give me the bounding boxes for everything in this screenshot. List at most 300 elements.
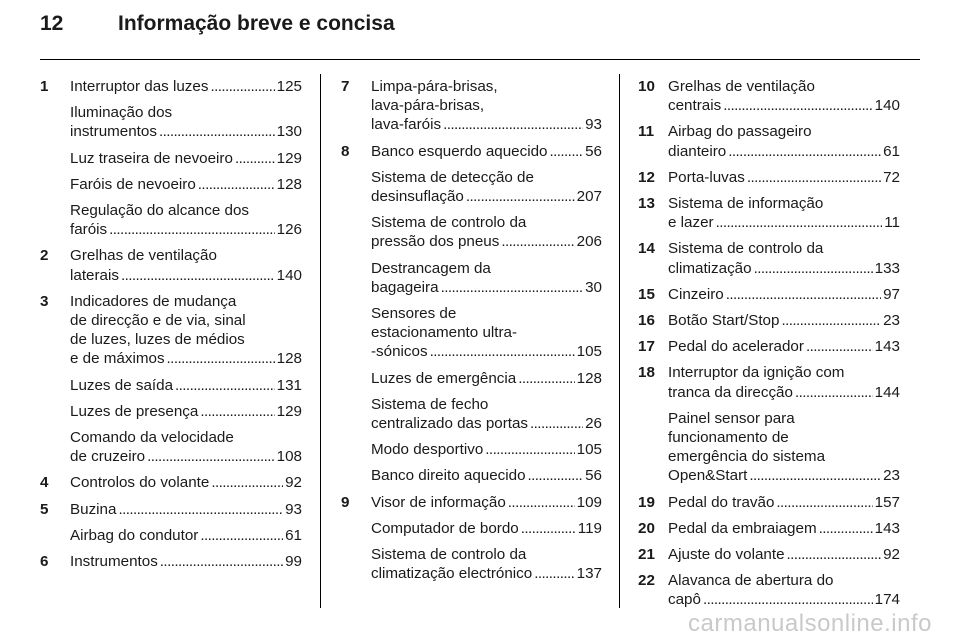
entry-last-line [70,447,302,466]
entry-text [668,239,900,277]
entry-last-line [70,349,302,368]
entry-last-line [70,175,302,194]
entry-last-line [70,266,302,285]
entry-line: de direcção e de via, sinal [70,312,246,330]
legend-entry [638,285,900,304]
entry-line: Faróis de nevoeiro [70,175,196,193]
entry-last-line [668,168,900,187]
legend-entry [40,292,302,369]
dot-leader [819,519,873,538]
entry-last-line [668,466,900,485]
entry-last-line [70,77,302,96]
entry-line: e de máximos [70,350,165,368]
entry-line: instrumentos [70,123,157,141]
legend-entry [341,168,602,206]
entry-last-line [668,590,900,609]
entry-line: bagageira [371,278,439,296]
entry-number: 21 [638,546,655,564]
dot-leader [198,175,275,194]
entry-line: Grelhas de ventilação [668,78,815,95]
legend-column-3 [638,77,900,617]
entry-text [668,311,900,330]
entry-line: Instrumentos [70,553,158,571]
page-reference: 93 [285,500,302,518]
entry-last-line [371,232,602,251]
page-reference: 128 [276,350,302,368]
entry-text [668,168,900,187]
dot-leader [806,337,873,356]
dot-leader [549,142,583,161]
page-reference: 129 [276,402,302,420]
entry-number [341,395,371,433]
dot-leader [776,493,872,512]
entry-line: Sistema de informação [668,195,824,213]
entry-text [668,122,900,160]
entry-line: Interruptor da ignição com [668,364,845,382]
entry-line: Iluminação dos [70,104,173,122]
dot-leader [501,232,574,251]
legend-entry [638,194,900,232]
entry-text [371,304,602,362]
entry-number [40,149,70,168]
page-reference: 119 [577,519,602,537]
page-reference: 143 [874,519,900,537]
page-reference: 72 [883,168,900,186]
entry-last-line [70,122,302,141]
entry-line: Comando da velocidade [70,429,234,447]
entry-line: Sistema de fecho [371,395,489,413]
dot-leader [160,552,283,571]
entry-last-line [668,311,900,330]
entry-text [70,77,302,96]
page-reference: 206 [576,233,602,251]
entry-line: dianteiro [668,142,727,160]
legend-entry [40,552,302,571]
legend-entry [638,519,900,538]
entry-text [70,473,302,492]
entry-number: 3 [40,292,49,310]
page-reference: 109 [576,493,602,511]
entry-line: Alavanca de abertura do [668,572,834,590]
dot-leader [508,493,575,512]
entry-text [70,552,302,571]
entry-text [668,571,900,609]
entry-last-line [371,369,602,388]
entry-line: Airbag do passageiro [668,123,812,141]
page-reference: 207 [576,188,602,206]
entry-line: de luzes, luzes de médios [70,331,245,349]
legend-entry [40,103,302,141]
page-reference: 23 [883,467,900,485]
entry-line: Painel sensor para [668,409,795,427]
entry-last-line [668,213,900,232]
legend-entry [341,369,602,388]
entry-text [371,545,602,583]
page-reference: 133 [874,259,900,277]
page-reference: 131 [276,376,302,394]
column-divider-left [320,74,321,608]
legend-entry [341,493,602,512]
entry-line: Ajuste do volante [668,546,785,564]
entry-text [668,545,900,564]
legend-entry [40,500,302,519]
entry-text [371,493,602,512]
entry-line: faróis [70,221,108,239]
entry-text [70,103,302,141]
dot-leader [235,149,275,168]
legend-entry [638,409,900,486]
entry-last-line [371,466,602,485]
entry-last-line [668,285,900,304]
entry-number [341,519,371,538]
entry-text [668,337,900,356]
column-divider-right [619,74,620,608]
dot-leader [466,187,575,206]
entry-line: Luzes de saída [70,376,174,394]
entry-number [341,259,371,297]
entry-number [341,369,371,388]
entry-number [341,466,371,485]
entry-last-line [371,414,602,433]
legend-entry [638,239,900,277]
entry-number [40,428,70,466]
entry-line: Luzes de emergência [371,369,517,387]
entry-number: 11 [638,123,655,141]
entry-number: 5 [40,500,49,518]
legend-entry [40,526,302,545]
entry-number: 18 [638,364,655,382]
entry-line: Indicadores de mudança [70,292,237,310]
entry-last-line [668,493,900,512]
entry-number [40,402,70,421]
dot-leader [200,526,283,545]
dot-leader [787,545,882,564]
page-reference: 56 [585,467,602,485]
page-reference: 92 [285,474,302,492]
entry-line: Sensores de [371,305,457,323]
dot-leader [749,466,881,485]
entry-number [40,376,70,395]
entry-text [371,519,602,538]
entry-line: Sistema de controlo da [371,546,527,564]
legend-entry [638,311,900,330]
entry-line: Banco direito aquecido [371,467,526,485]
entry-last-line [668,519,900,538]
entry-text [371,142,602,161]
entry-number: 6 [40,553,49,571]
entry-line: Sistema de controlo da [668,240,824,258]
entry-text [668,493,900,512]
entry-text [668,194,900,232]
legend-entry [341,395,602,433]
entry-line: lava-faróis [371,116,442,134]
dot-leader [211,473,283,492]
entry-line: Botão Start/Stop [668,312,780,330]
entry-last-line [70,500,302,519]
entry-line: Visor de informação [371,493,506,511]
page-reference: 144 [874,383,900,401]
entry-last-line [371,440,602,459]
page-reference: 157 [874,493,900,511]
entry-line: Luzes de presença [70,402,199,420]
entry-line: Open&Start [668,467,748,485]
entry-number: 4 [40,474,49,492]
entry-line: centralizado das portas [371,415,529,433]
entry-last-line [371,187,602,206]
entry-text [70,428,302,466]
entry-number: 8 [341,142,350,160]
entry-line: climatização [668,259,752,277]
page-reference: 130 [276,123,302,141]
dot-leader [485,440,574,459]
page-reference: 108 [276,448,302,466]
entry-line: estacionamento ultra- [371,324,518,342]
page-reference: 23 [883,312,900,330]
page-reference: 92 [883,546,900,564]
entry-line: Pedal do acelerador [668,338,804,356]
entry-line: Sistema de controlo da [371,214,527,232]
legend-entry [40,175,302,194]
dot-leader [521,519,576,538]
entry-last-line [371,493,602,512]
page-reference: 93 [585,116,602,134]
entry-last-line [70,149,302,168]
entry-line: Banco esquerdo aquecido [371,142,548,160]
entry-text [70,246,302,284]
entry-number [40,201,70,239]
entry-line: Pedal da embraiagem [668,519,817,537]
entry-line: Modo desportivo [371,441,484,459]
entry-last-line [70,402,302,421]
page-reference: 61 [883,142,900,160]
entry-number [341,440,371,459]
entry-number [40,526,70,545]
entry-number: 10 [638,78,655,95]
legend-entry [40,246,302,284]
entry-last-line [371,519,602,538]
legend-entry [40,473,302,492]
entry-number: 13 [638,195,655,213]
entry-number [40,175,70,194]
entry-last-line [371,142,602,161]
legend-entry [40,376,302,395]
entry-text [371,168,602,206]
entry-text [70,149,302,168]
entry-last-line [668,337,900,356]
entry-number: 17 [638,338,655,356]
legend-entry [40,428,302,466]
entry-line: capô [668,591,701,609]
entry-line: climatização electrónico [371,565,533,583]
entry-line: centrais [668,97,722,115]
legend-entry [341,213,602,251]
dot-leader [754,259,873,278]
entry-last-line [371,115,602,134]
entry-text [371,369,602,388]
dot-leader [728,142,881,161]
entry-number [341,304,371,362]
dot-leader [534,564,574,583]
entry-number [341,168,371,206]
entry-last-line [668,545,900,564]
entry-number [40,103,70,141]
page-reference: 125 [276,78,302,95]
page-header [40,12,395,36]
entry-text [70,201,302,239]
entry-line: Airbag do condutor [70,526,199,544]
entry-number [341,213,371,251]
entry-last-line [371,278,602,297]
dot-leader [109,220,275,239]
legend-entry [638,337,900,356]
legend-entry [341,142,602,161]
legend-entry [638,493,900,512]
legend-entry [40,402,302,421]
legend-column-2 [341,77,602,590]
legend-entry [341,519,602,538]
legend-entry [40,201,302,239]
page-reference: 140 [874,97,900,115]
dot-leader [443,115,583,134]
page-reference: 61 [285,526,302,544]
entry-number: 1 [40,78,49,95]
legend-entry [638,77,900,115]
legend-entry [341,466,602,485]
entry-text [371,213,602,251]
entry-text [70,402,302,421]
dot-leader [747,168,881,187]
entry-line: Buzina [70,500,117,518]
entry-last-line [70,220,302,239]
entry-line: Pedal do travão [668,493,775,511]
dot-leader [159,122,275,141]
legend-entry [341,77,602,135]
entry-line: Limpa-pára-brisas, [371,78,498,95]
entry-last-line [371,342,602,361]
page-reference: 128 [276,175,302,193]
entry-line: Destrancagem da [371,259,491,277]
dot-leader [200,402,274,421]
legend-entry [341,440,602,459]
entry-line: Grelhas de ventilação [70,247,217,265]
legend-entry [638,168,900,187]
page-reference: 105 [576,441,602,459]
legend-entry [40,149,302,168]
entry-number: 20 [638,519,655,537]
entry-number: 22 [638,572,655,590]
legend-entry [638,363,900,401]
dot-leader [781,311,881,330]
entry-line: Interruptor das luzes [70,78,209,95]
entry-last-line [668,383,900,402]
page-number: 12 [40,12,64,35]
legend-column-1 [40,77,302,578]
dot-leader [121,266,275,285]
entry-text [70,376,302,395]
dot-leader [441,278,584,297]
entry-last-line [70,552,302,571]
entry-last-line [371,564,602,583]
entry-text [371,440,602,459]
entry-line: Computador de bordo [371,519,519,537]
page-reference: 99 [285,553,302,571]
page-reference: 56 [585,142,602,160]
entry-line: Regulação do alcance dos [70,202,250,220]
dot-leader [795,383,873,402]
legend-entry [341,304,602,362]
entry-line: Controlos do volante [70,474,210,492]
dot-leader [518,369,574,388]
entry-number: 7 [341,78,350,95]
dot-leader [703,590,873,609]
page-reference: 174 [874,591,900,609]
entry-last-line [668,96,900,115]
entry-last-line [668,142,900,161]
entry-text [70,175,302,194]
page-title: Informação breve e concisa [118,12,395,35]
entry-number [638,409,668,486]
dot-leader [147,447,275,466]
legend-entry [341,545,602,583]
legend-entry [638,122,900,160]
entry-number: 9 [341,493,350,511]
page-reference: 129 [276,149,302,167]
page-reference: 126 [276,221,302,239]
dot-leader [528,466,584,485]
page-reference: 143 [874,338,900,356]
entry-line: Sistema de detecção de [371,168,534,186]
dot-leader [430,342,575,361]
watermark: carmanualsonline.info [688,610,932,637]
entry-line: emergência do sistema [668,448,826,466]
header-rule [40,59,920,60]
entry-text [70,292,302,369]
entry-text [70,500,302,519]
entry-last-line [70,473,302,492]
entry-number: 19 [638,493,655,511]
page-reference: 11 [884,214,900,232]
legend-entry [40,77,302,96]
entry-line: lava-pára-brisas, [371,97,485,115]
page-reference: 140 [276,266,302,284]
entry-text [371,259,602,297]
entry-text [371,466,602,485]
page-reference: 97 [883,285,900,303]
page-reference: 30 [585,278,602,296]
entry-text [668,285,900,304]
entry-line: laterais [70,266,119,284]
entry-number [341,545,371,583]
entry-last-line [70,526,302,545]
dot-leader [210,77,274,96]
page-reference: 105 [576,343,602,361]
entry-text [371,77,602,135]
entry-text [668,409,900,486]
page-reference: 137 [576,565,602,583]
entry-last-line [668,259,900,278]
entry-text [371,395,602,433]
entry-line: desinsuflação [371,188,464,206]
entry-text [668,77,900,115]
page-reference: 128 [576,369,602,387]
dot-leader [530,414,583,433]
entry-number: 14 [638,240,655,258]
entry-line: -sónicos [371,343,428,361]
entry-text [668,363,900,401]
dot-leader [723,96,872,115]
entry-number: 2 [40,247,49,265]
dot-leader [175,376,275,395]
